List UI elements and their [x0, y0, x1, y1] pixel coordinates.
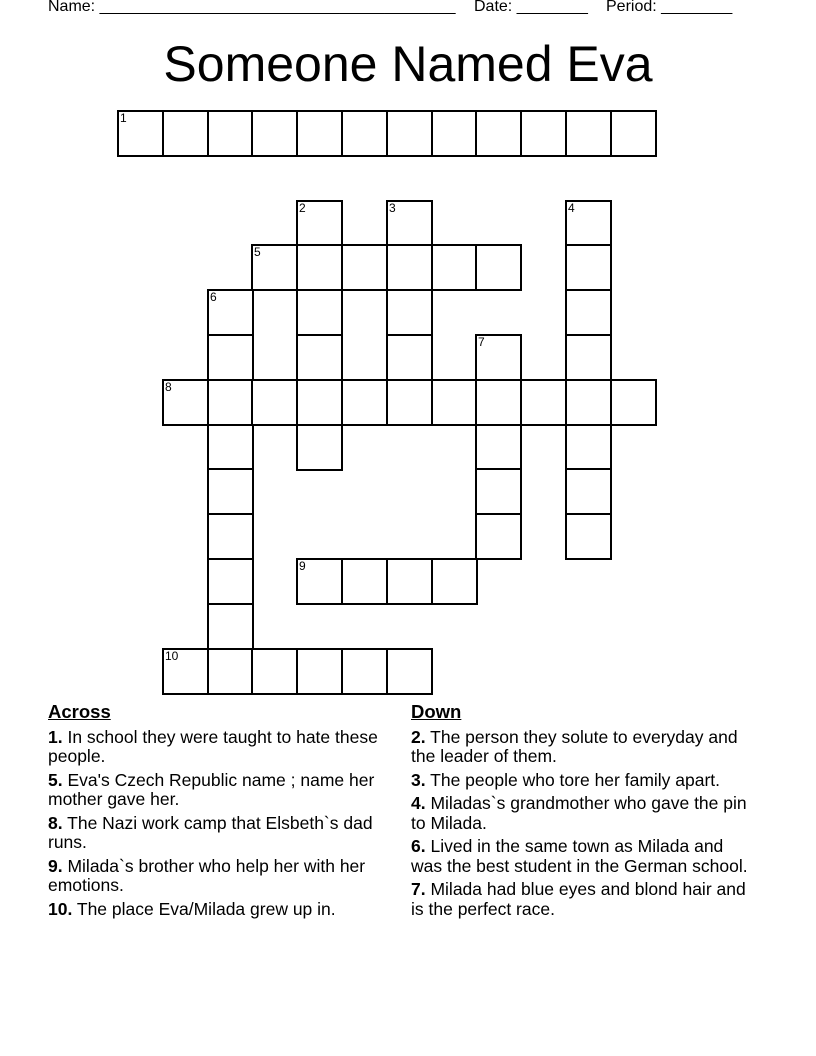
clue-text: The Nazi work camp that Elsbeth`s dad runs.: [48, 812, 373, 852]
name-field[interactable]: Name: ________________________________________: [48, 0, 456, 15]
clue-text: Lived in the same town as Milada and was the best student in the German school.: [411, 836, 748, 876]
down-clue: [411, 728, 756, 767]
crossword-cell[interactable]: [565, 334, 612, 381]
crossword-cell[interactable]: [386, 289, 433, 336]
crossword-cell[interactable]: [475, 379, 522, 426]
crossword-cell[interactable]: [207, 110, 254, 157]
clue-number: 3: [389, 201, 396, 215]
across-clue: [48, 814, 393, 853]
across-clue: [48, 900, 393, 920]
down-clue: [411, 837, 756, 876]
crossword-cell[interactable]: [296, 334, 343, 381]
crossword-cell[interactable]: [386, 110, 433, 157]
clue-number: 2: [299, 201, 306, 215]
clue-text: Eva's Czech Republic name ; name her mother gave her.: [48, 769, 375, 809]
crossword-cell[interactable]: [565, 468, 612, 515]
clue-number: 3.: [411, 769, 426, 790]
crossword-cell[interactable]: [207, 513, 254, 560]
crossword-cell[interactable]: [207, 558, 254, 605]
crossword-cell[interactable]: [386, 244, 433, 291]
crossword-cell[interactable]: [251, 379, 298, 426]
crossword-cell[interactable]: [296, 648, 343, 695]
clue-number: 1: [120, 111, 127, 125]
crossword-cell[interactable]: [207, 468, 254, 515]
crossword-cell[interactable]: [431, 244, 478, 291]
clue-number: 6.: [411, 836, 426, 856]
crossword-cell[interactable]: [296, 200, 343, 247]
crossword-cell[interactable]: [520, 110, 567, 157]
crossword-cell[interactable]: [296, 244, 343, 291]
crossword-cell[interactable]: [207, 289, 254, 336]
clue-text: The people who tore her family apart.: [425, 769, 721, 790]
crossword-cell[interactable]: [565, 110, 612, 157]
crossword-cell[interactable]: [475, 468, 522, 515]
crossword-cell[interactable]: [565, 244, 612, 291]
date-field[interactable]: Date: ________: [474, 0, 588, 15]
down-clue: [411, 771, 756, 791]
crossword-cell[interactable]: [475, 513, 522, 560]
crossword-cell[interactable]: [207, 603, 254, 650]
down-clue: [411, 880, 756, 919]
crossword-cell[interactable]: [565, 200, 612, 247]
clue-number: 7: [478, 335, 485, 349]
down-clue: [411, 794, 756, 833]
crossword-cell[interactable]: [475, 110, 522, 157]
clue-number: 8: [165, 380, 172, 394]
page-title: Someone Named Eva: [163, 36, 653, 92]
clue-text: The person they solute to everyday and the leader of them.: [411, 726, 738, 766]
clue-number: 8.: [48, 812, 63, 833]
across-clue: [48, 771, 393, 810]
crossword-cell[interactable]: [296, 289, 343, 336]
crossword-cell[interactable]: [296, 110, 343, 157]
crossword-cell[interactable]: [431, 558, 478, 605]
crossword-cell[interactable]: [341, 558, 388, 605]
crossword-cell[interactable]: [341, 244, 388, 291]
crossword-cell[interactable]: [565, 424, 612, 471]
clue-text: In school they were taught to hate these people.: [48, 726, 378, 766]
crossword-cell[interactable]: [251, 648, 298, 695]
clue-number: 6: [210, 290, 217, 304]
crossword-cell[interactable]: [251, 110, 298, 157]
clue-text: Miladas`s grandmother who gave the pin to Milada.: [411, 793, 747, 833]
crossword-cell[interactable]: [162, 648, 209, 695]
crossword-cell[interactable]: [386, 558, 433, 605]
crossword-cell[interactable]: [341, 648, 388, 695]
crossword-cell[interactable]: [251, 244, 298, 291]
clue-text: The place Eva/Milada grew up in.: [72, 898, 336, 919]
clue-text: Milada`s brother who help her with her emotions.: [48, 855, 366, 895]
crossword-cell[interactable]: [386, 200, 433, 247]
down-clues: [411, 702, 756, 923]
clue-number: 10.: [48, 898, 73, 919]
crossword-cell[interactable]: [207, 379, 254, 426]
across-clue: [48, 857, 393, 896]
across-clue: [48, 728, 393, 767]
crossword-cell[interactable]: [207, 334, 254, 381]
clue-number: 4.: [411, 793, 426, 813]
across-clues: [48, 702, 393, 923]
crossword-cell[interactable]: [431, 379, 478, 426]
clue-number: 9: [299, 559, 306, 573]
crossword-cell[interactable]: [565, 513, 612, 560]
crossword-cell[interactable]: [296, 558, 343, 605]
clue-number: 4: [568, 201, 575, 215]
period-field[interactable]: Period: ________: [606, 0, 733, 15]
crossword-cell[interactable]: [296, 424, 343, 471]
clue-text: Milada had blue eyes and blond hair and is the perfect race.: [411, 879, 746, 919]
crossword-cell[interactable]: [296, 379, 343, 426]
crossword-cell[interactable]: [207, 648, 254, 695]
crossword-cell[interactable]: [475, 334, 522, 381]
crossword-cell[interactable]: [610, 379, 657, 426]
clue-number: 5: [254, 245, 261, 259]
clue-number: 2.: [411, 726, 426, 747]
crossword-cell[interactable]: [475, 244, 522, 291]
crossword-cell[interactable]: [475, 424, 522, 471]
clue-number: 10: [165, 649, 179, 663]
crossword-cell[interactable]: [162, 379, 209, 426]
crossword-cell[interactable]: [117, 110, 164, 157]
clue-number: 5.: [48, 769, 63, 790]
crossword-cell[interactable]: [386, 334, 433, 381]
down-heading: Down: [411, 701, 462, 722]
crossword-cell[interactable]: [341, 379, 388, 426]
across-heading: Across: [48, 701, 111, 722]
crossword-cell[interactable]: [610, 110, 657, 157]
crossword-cell[interactable]: [386, 379, 433, 426]
clue-number: 7.: [411, 879, 426, 899]
clue-number: 1.: [48, 726, 63, 747]
crossword-cell[interactable]: [386, 648, 433, 695]
crossword-cell[interactable]: [341, 110, 388, 157]
crossword-cell[interactable]: [565, 379, 612, 426]
crossword-cell[interactable]: [565, 289, 612, 336]
clue-number: 9.: [48, 855, 63, 876]
crossword-cell[interactable]: [207, 424, 254, 471]
crossword-cell[interactable]: [162, 110, 209, 157]
crossword-cell[interactable]: [520, 379, 567, 426]
crossword-cell[interactable]: [431, 110, 478, 157]
